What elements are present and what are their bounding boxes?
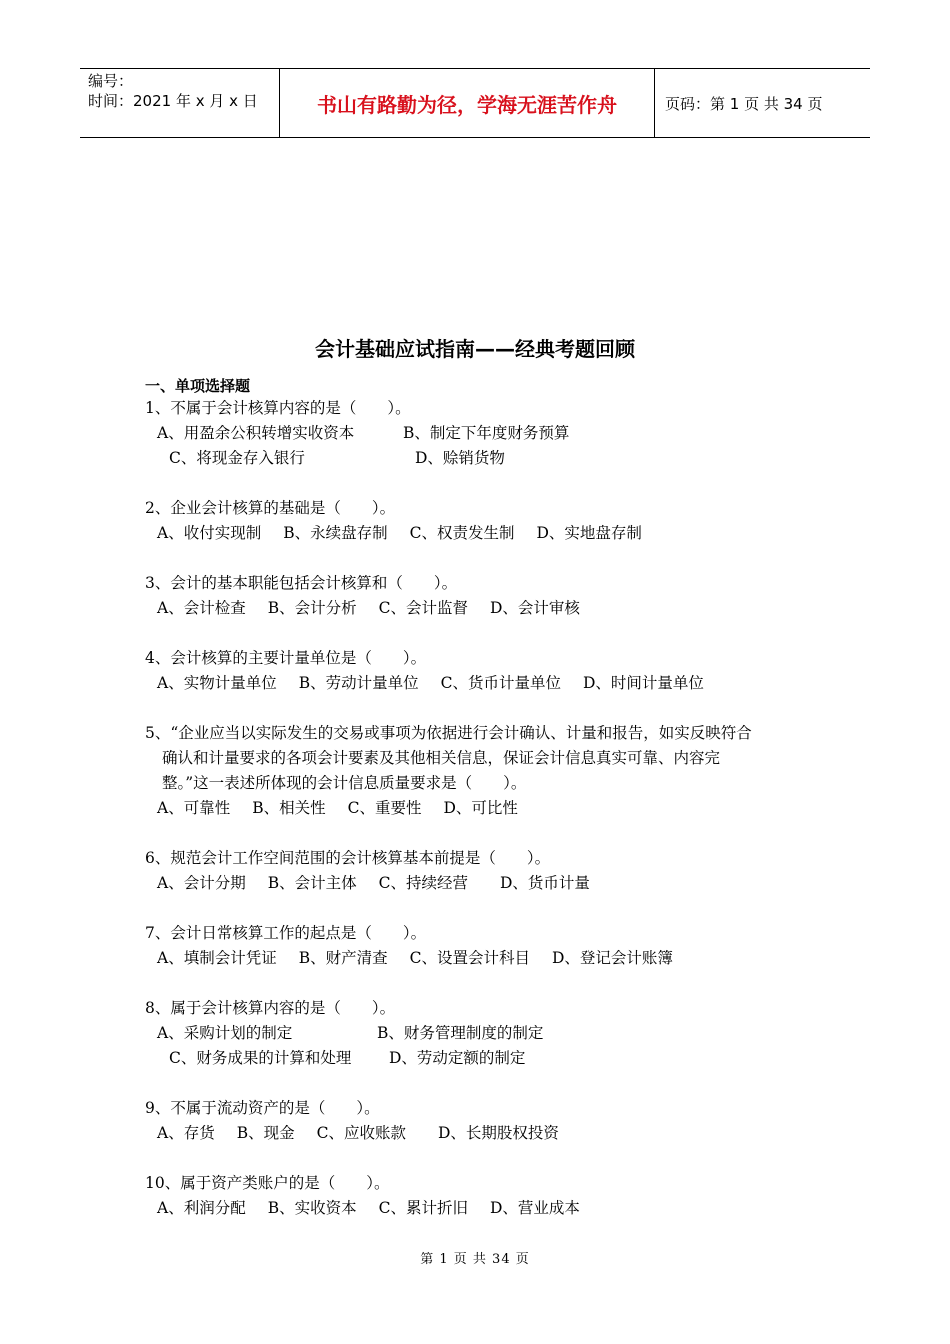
option-d: D、会计审核: [489, 599, 580, 617]
option-c: C、应收账款: [316, 1124, 406, 1142]
option-d: D、可比性: [443, 799, 518, 817]
question-stem: 5、“企业应当以实际发生的交易或事项为依据进行会计确认、计量和报告，如实反映符合: [145, 724, 752, 742]
options-row: [145, 946, 825, 971]
option-b: B、财产清查: [298, 949, 388, 967]
option-d: D、货币计量: [499, 874, 590, 892]
options-row: [145, 1021, 825, 1046]
option-a: A、用盈余公积转增实收资本: [157, 424, 355, 442]
question-1: [145, 396, 825, 471]
question-10: [145, 1171, 825, 1221]
option-a: A、存货: [157, 1124, 215, 1142]
motto: 书山有路勤为径，学海无涯苦作舟: [280, 69, 655, 137]
option-c: C、累计折旧: [378, 1199, 468, 1217]
option-b: B、制定下年度财务预算: [403, 424, 570, 442]
option-c: C、将现金存入银行: [169, 449, 305, 467]
option-c: C、持续经营: [378, 874, 468, 892]
option-d: D、长期股权投资: [437, 1124, 559, 1142]
options-row: [145, 446, 825, 471]
option-b: B、会计主体: [267, 874, 357, 892]
options-row: [145, 421, 825, 446]
option-a: A、利润分配: [157, 1199, 246, 1217]
question-stem-line-2: 确认和计量要求的各项会计要素及其他相关信息，保证会计信息真实可靠、内容完: [162, 749, 721, 767]
option-b: B、劳动计量单位: [298, 674, 419, 692]
option-b: B、现金: [236, 1124, 295, 1142]
question-list: [145, 396, 825, 1246]
option-b: B、永续盘存制: [283, 524, 388, 542]
header-left-cell: [80, 69, 280, 137]
option-d: D、赊销货物: [415, 449, 505, 467]
question-stem: 3、会计的基本职能包括会计核算和（ ）。: [145, 574, 458, 592]
question-2: [145, 496, 825, 546]
option-a: A、填制会计凭证: [157, 949, 277, 967]
option-c: C、财务成果的计算和处理: [169, 1049, 352, 1067]
option-a: A、会计检查: [157, 599, 246, 617]
options-row: [145, 671, 825, 696]
question-stem: 1、不属于会计核算内容的是（ ）。: [145, 399, 411, 417]
question-stem: 7、会计日常核算工作的起点是（ ）。: [145, 924, 427, 942]
option-c: C、重要性: [347, 799, 422, 817]
option-b: B、财务管理制度的制定: [377, 1024, 544, 1042]
page-header: [80, 68, 870, 138]
question-7: [145, 921, 825, 971]
options-row: [145, 521, 825, 546]
option-a: A、会计分期: [157, 874, 246, 892]
page-info: 页码：第 1 页 共 34 页: [665, 94, 823, 113]
question-stem: 10、属于资产类账户的是（ ）。: [145, 1174, 390, 1192]
document-title: 会计基础应试指南——经典考题回顾: [315, 337, 635, 361]
option-a: A、收付实现制: [157, 524, 262, 542]
question-3: [145, 571, 825, 621]
question-stem: 8、属于会计核算内容的是（ ）。: [145, 999, 396, 1017]
option-b: B、实收资本: [267, 1199, 357, 1217]
option-c: C、会计监督: [378, 599, 468, 617]
option-d: D、实地盘存制: [536, 524, 642, 542]
option-d: D、登记会计账簿: [551, 949, 673, 967]
number-label: 编号：: [88, 72, 134, 90]
page-footer: 第 1 页 共 34 页: [420, 1252, 530, 1267]
option-d: D、劳动定额的制定: [389, 1049, 526, 1067]
question-4: [145, 646, 825, 696]
option-d: D、营业成本: [489, 1199, 580, 1217]
date-label: 时间：2021 年 x 月 x 日: [88, 92, 258, 110]
question-stem: 4、会计核算的主要计量单位是（ ）。: [145, 649, 427, 667]
option-c: C、权责发生制: [409, 524, 515, 542]
options-row: [145, 871, 825, 896]
question-stem: 6、规范会计工作空间范围的会计核算基本前提是（ ）。: [145, 849, 551, 867]
options-row: [145, 596, 825, 621]
section-heading: 一、单项选择题: [145, 377, 251, 395]
options-row: [145, 796, 825, 821]
option-c: C、设置会计科目: [409, 949, 530, 967]
options-row: [145, 1196, 825, 1221]
option-d: D、时间计量单位: [582, 674, 704, 692]
option-b: B、相关性: [252, 799, 326, 817]
option-b: B、会计分析: [267, 599, 357, 617]
question-stem: 9、不属于流动资产的是（ ）。: [145, 1099, 380, 1117]
option-c: C、货币计量单位: [440, 674, 561, 692]
question-6: [145, 846, 825, 896]
option-a: A、可靠性: [157, 799, 231, 817]
question-5: [145, 721, 825, 821]
options-row: [145, 1046, 825, 1071]
question-9: [145, 1096, 825, 1146]
options-row: [145, 1121, 825, 1146]
question-stem: 2、企业会计核算的基础是（ ）。: [145, 499, 396, 517]
option-a: A、采购计划的制定: [157, 1024, 293, 1042]
question-stem-line-3: 整。”这一表述所体现的会计信息质量要求是（ ）。: [162, 774, 527, 792]
question-8: [145, 996, 825, 1071]
option-a: A、实物计量单位: [157, 674, 277, 692]
